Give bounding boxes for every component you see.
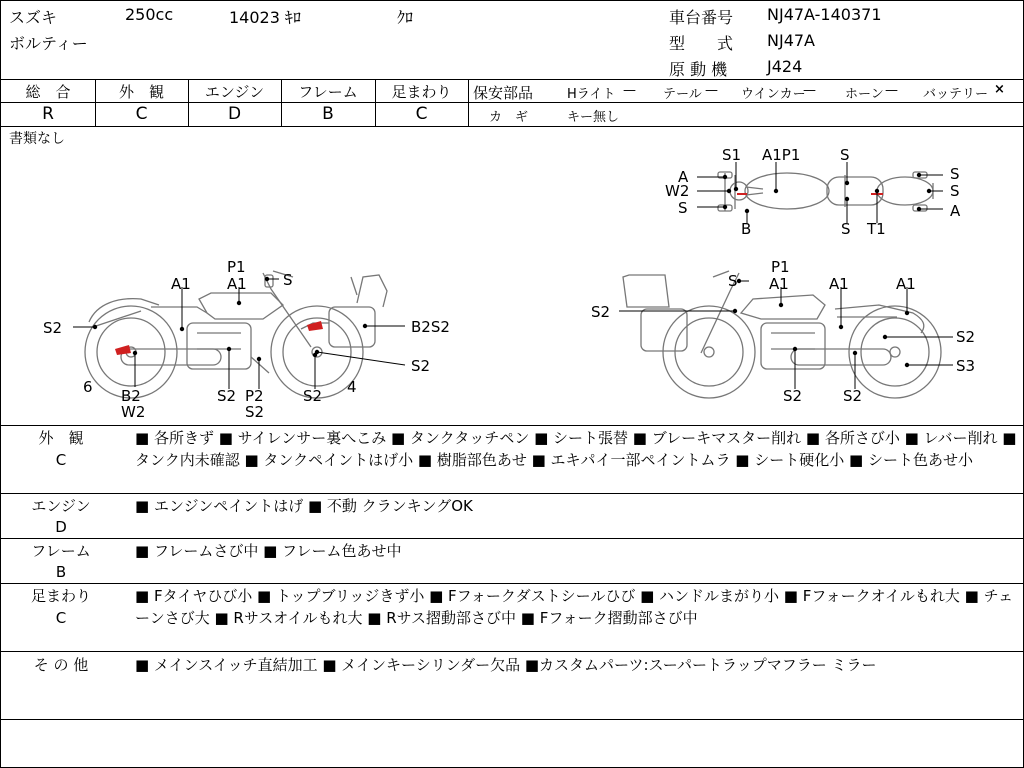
- section-engine-notes: ■ エンジンペイントはげ ■ 不動 クランキングOK: [135, 497, 473, 515]
- label-right-S2-right: S2: [956, 328, 976, 346]
- section-engine-grade: D: [55, 518, 67, 536]
- engine-value: J424: [767, 57, 803, 76]
- label-left-B2S2: B2S2: [411, 318, 450, 336]
- label-top-S1: S1: [722, 146, 742, 164]
- grade-label-suspension: 足まわり: [391, 83, 452, 101]
- label-right-S: S: [728, 272, 738, 290]
- safety-item-headlight: Hライト: [567, 87, 616, 102]
- model-name: ボルティー: [9, 34, 88, 53]
- label-left-S2-b3: S2: [303, 387, 323, 405]
- section-suspension-label: 足まわり: [30, 587, 91, 605]
- label-top-B: B: [741, 220, 752, 238]
- divider: [1, 102, 468, 103]
- label-left-S2-right: S2: [411, 357, 431, 375]
- grade-value-frame: B: [322, 104, 334, 124]
- section-suspension-grade: C: [55, 609, 67, 627]
- label-right-S3: S3: [956, 357, 976, 375]
- displacement: 250cc: [125, 5, 174, 24]
- section-other-label: そ の 他: [33, 656, 89, 674]
- grade-value-exterior: C: [135, 104, 148, 124]
- label-right-S2-b2: S2: [843, 387, 863, 405]
- label-left-S: S: [283, 271, 293, 289]
- divider: [1, 493, 1023, 494]
- divider: [1, 79, 1023, 80]
- label-left-P1: P1: [227, 258, 246, 276]
- section-suspension-notes: ■ Fタイヤひび小 ■ トップブリッジきず小 ■ Fフォークダストシールひび ■ ハンドルまがり小 ■ Fフォークオイルもれ大 ■ チェーンさび大 ■ Rサスオイルもれ大 ■ Rサス摺動部さび中 ■ Fフォーク摺動部さび中: [135, 587, 1014, 627]
- grade-label-engine: エンジン: [204, 83, 265, 101]
- frame-no: NJ47A-140371: [767, 5, 882, 24]
- label-right-P1: P1: [771, 258, 790, 276]
- safety-status-headlight: —: [623, 83, 636, 98]
- label-right-S2-left: S2: [591, 303, 611, 321]
- label-top-T1: T1: [867, 220, 886, 238]
- label-top-A1P1: A1P1: [762, 146, 801, 164]
- key-value: キー無し: [567, 110, 620, 125]
- label-left-S2-left: S2: [43, 319, 63, 337]
- engine-label: 原 動 機: [669, 60, 728, 79]
- type-label: 型 式: [669, 34, 734, 53]
- frame-no-label: 車台番号: [669, 8, 734, 27]
- grade-label-frame: フレーム: [298, 83, 358, 101]
- label-left-6: 6: [83, 378, 93, 396]
- label-left-P2: P2: [245, 387, 264, 405]
- label-left-B2: B2: [121, 387, 141, 405]
- label-top-S-bottom: S: [841, 220, 851, 238]
- label-top-S-right2: S: [950, 182, 960, 200]
- maker: スズキ: [9, 8, 58, 27]
- divider: [1, 425, 1023, 426]
- label-left-A1b: A1: [227, 275, 247, 293]
- section-engine-label: エンジン: [31, 497, 91, 515]
- section-exterior-label: 外 観: [38, 429, 84, 447]
- section-exterior-notes: ■ 各所きず ■ サイレンサー裏へこみ ■ タンクタッチペン ■ シート張替 ■ ブレーキマスター削れ ■ 各所さび小 ■ レバー削れ ■ タンク内未確認 ■ タンクペイントはげ小 ■ 樹脂部色あせ ■ エキパイ一部ペイントムラ ■ シート硬化小 ■ シート色あせ小: [135, 429, 1017, 469]
- key-label: カ ギ: [489, 110, 529, 125]
- label-right-A1c: A1: [896, 275, 916, 293]
- safety-status-horn: —: [885, 83, 898, 98]
- label-left-W2: W2: [121, 403, 146, 421]
- grade-value-engine: D: [227, 104, 242, 124]
- safety-status-tail: —: [705, 83, 718, 98]
- divider: [1, 538, 1023, 539]
- label-top-A-right: A: [950, 202, 961, 220]
- label-top-S: S: [840, 146, 850, 164]
- label-left-4: 4: [347, 378, 357, 396]
- grade-value-suspension: C: [415, 104, 428, 124]
- section-frame-label: フレーム: [31, 542, 91, 560]
- motorcycle-diagram: [1, 127, 1023, 425]
- documents-note: 書類なし: [9, 131, 65, 147]
- color: ｸﾛ: [397, 8, 414, 27]
- divider: [1, 651, 1023, 652]
- safety-status-battery: ×: [994, 82, 1005, 97]
- safety-label: 保安部品: [473, 84, 534, 102]
- grade-value-overall: R: [42, 104, 54, 124]
- safety-item-horn: ホーン: [845, 87, 884, 102]
- section-frame-grade: B: [55, 563, 67, 581]
- label-left-S2-b2: S2: [245, 403, 265, 421]
- label-right-A1b: A1: [829, 275, 849, 293]
- safety-item-winker: ウインカー: [741, 87, 806, 102]
- divider: [1, 583, 1023, 584]
- section-exterior-grade: C: [55, 451, 67, 469]
- top-view-bike: [718, 172, 933, 211]
- label-right-S2-b1: S2: [783, 387, 803, 405]
- grade-label-exterior: 外 観: [118, 83, 164, 101]
- type-value: NJ47A: [767, 31, 815, 50]
- safety-status-winker: —: [803, 83, 816, 98]
- label-left-A1a: A1: [171, 275, 191, 293]
- divider: [1, 719, 1023, 720]
- label-top-W2: W2: [665, 182, 690, 200]
- divider: [468, 102, 1023, 103]
- section-other-notes: ■ メインスイッチ直結加工 ■ メインキーシリンダー欠品 ■カスタムパーツ:スーパートラップマフラー ミラー: [135, 656, 877, 674]
- label-right-A1a: A1: [769, 275, 789, 293]
- section-frame-notes: ■ フレームさび中 ■ フレーム色あせ中: [135, 542, 402, 560]
- label-top-A-left: A: [678, 168, 689, 186]
- safety-item-battery: バッテリー: [923, 87, 989, 102]
- safety-item-tail: テール: [663, 87, 702, 102]
- grade-label-overall: 総 合: [25, 83, 71, 101]
- mileage: 14023 ｷﾛ: [229, 8, 301, 27]
- label-top-S-right1: S: [950, 165, 960, 183]
- label-left-S2-b1: S2: [217, 387, 237, 405]
- label-top-S-left: S: [678, 199, 688, 217]
